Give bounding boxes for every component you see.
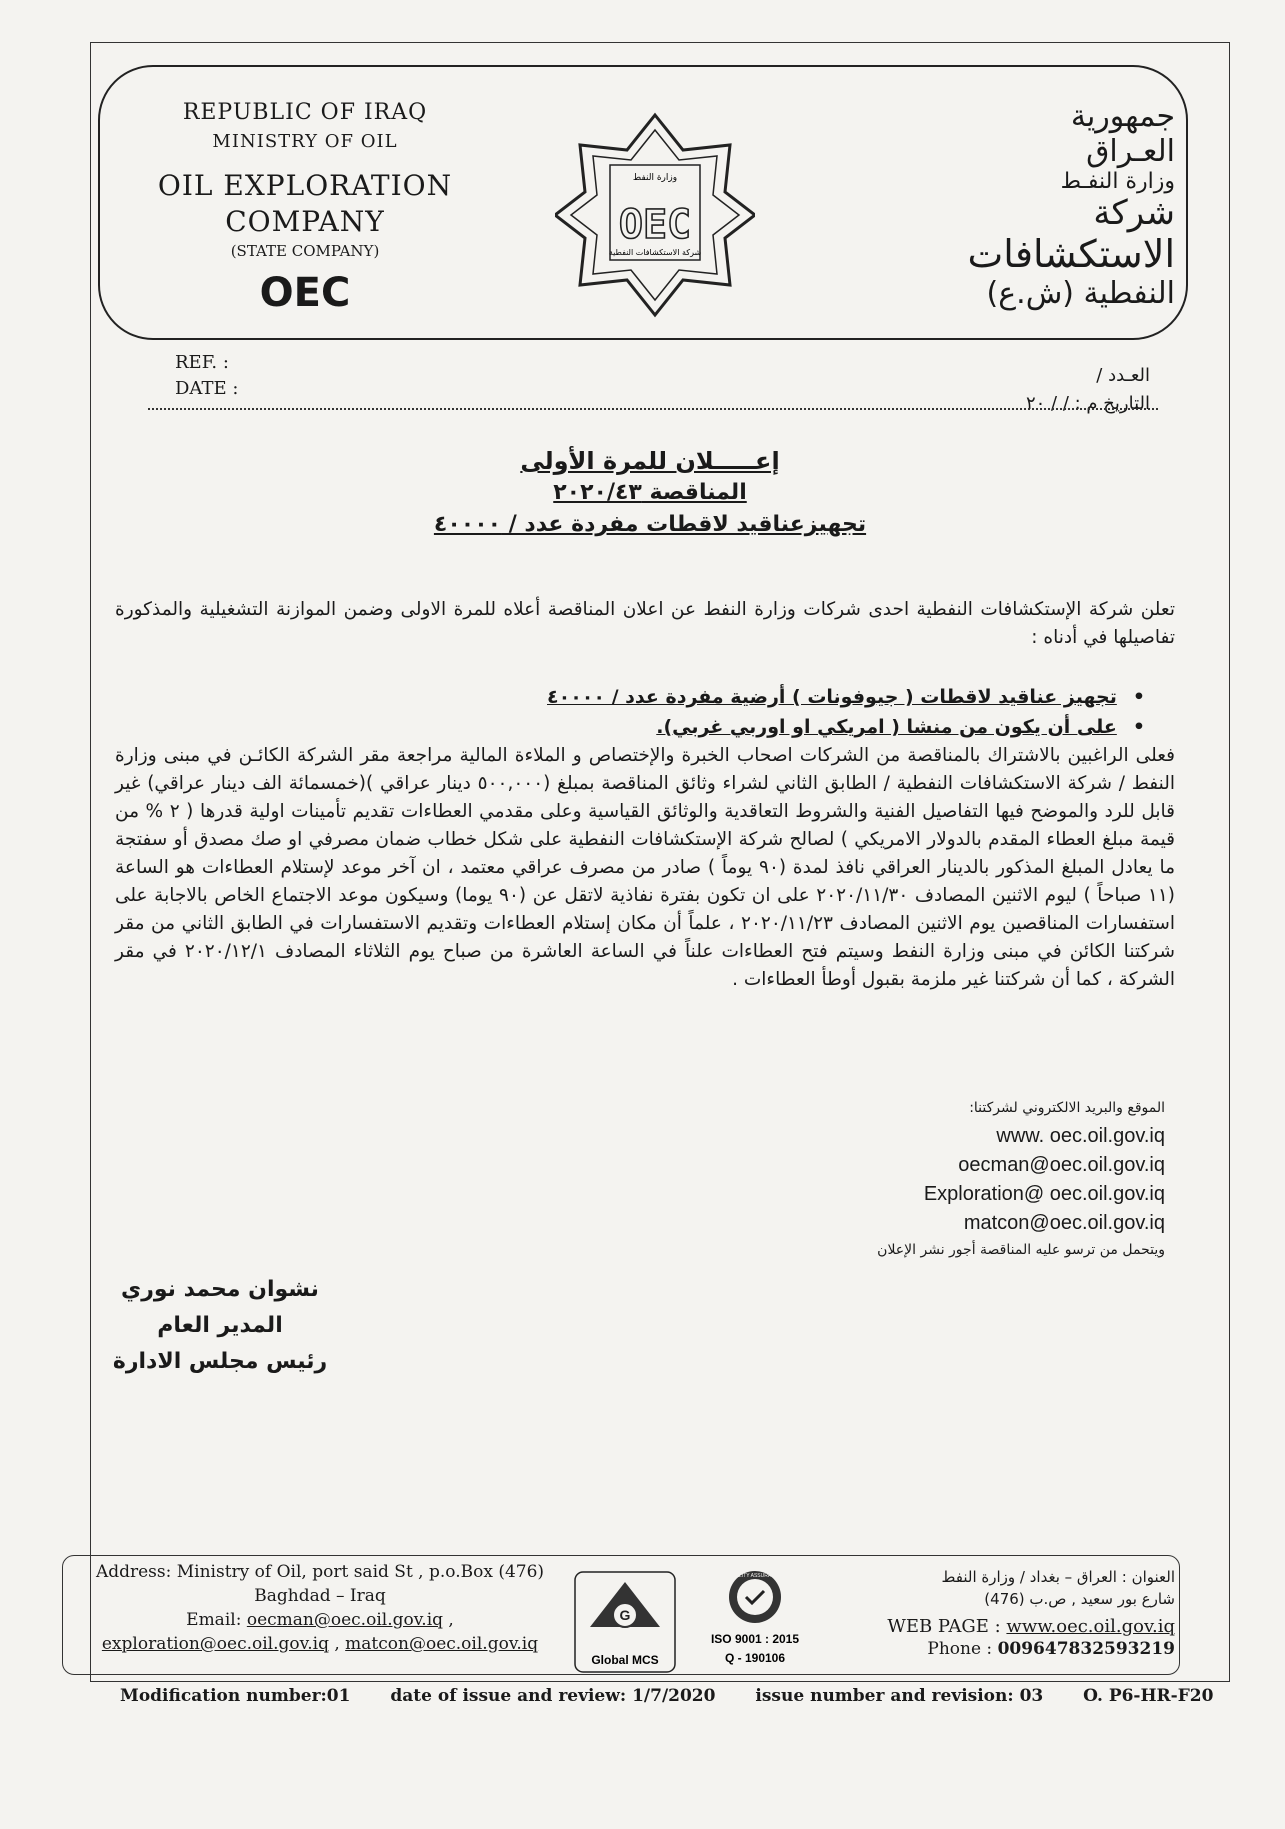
letterhead-english	[130, 100, 480, 316]
certification-logos	[570, 1567, 840, 1677]
modification-line	[120, 1686, 1214, 1706]
footer-email-exploration[interactable]: exploration@oec.oil.gov.iq	[101, 1634, 329, 1654]
svg-text:Global MCS: Global MCS	[591, 1653, 659, 1667]
svg-text:QUALITY ASSURANCE: QUALITY ASSURANCE	[728, 1573, 782, 1579]
footer-address: Address: Ministry of Oil, port said St , p.o.Box (476)	[95, 1562, 545, 1582]
list-item: • تجهيز عناقيد لاقطات ( جيوفونات ) أرضية مفردة عدد / ٤٠٠٠٠	[245, 682, 1145, 712]
email-matcon[interactable]: matcon@oec.oil.gov.iq	[963, 1212, 1165, 1234]
form-code: O. P6-HR-F20	[1083, 1686, 1214, 1706]
svg-text:Q - 190106: Q - 190106	[724, 1651, 786, 1665]
announcement-cost-note: ويتحمل من ترسو عليه المناقصة أجور نشر الإعلان	[877, 1242, 1165, 1258]
signatory-name: نشوان محمد نوري	[121, 1277, 319, 1302]
state-company-label: (STATE COMPANY)	[230, 242, 380, 260]
title-line-2: المناقصة ٢٠٢٠/٤٣	[553, 480, 747, 505]
phone-label: Phone :	[927, 1639, 993, 1659]
email-oecman[interactable]: oecman@oec.oil.gov.iq	[958, 1154, 1165, 1176]
web-page-link[interactable]: www.oec.oil.gov.iq	[1006, 1616, 1175, 1637]
footer-english: Address: Ministry of Oil, port said St , p.o.Box (476) Baghdad – Iraq Email: oecman@oec.oil.gov.iq , exploration@oec.oil.gov.iq , matcon@oec.oil.gov.iq	[70, 1560, 570, 1656]
svg-text:وزارة النفط: وزارة النفط	[632, 173, 678, 183]
footer-email-label: Email:	[186, 1610, 242, 1630]
terms-paragraph: فعلى الراغبين بالاشتراك بالمناقصة من الشركات اصحاب الخبرة والإختصاص و الملاءة المالية مراجعة مقر الشركة الكائـن في مبنى وزارة النفط / شركة الاستكشافات النفطية / الطابق الثاني لشراء وثائق المناقصة بمبلغ (٥٠٠,٠٠٠ دينار عراقي )(خمسمائة الف دينار عراقي) غير قابل للرد والموضح فيها التفاصيل الفنية والشروط التعاقدية والوثائق القياسية وعلى مقدمي العطاءات تقديم تأمينات اولية قدرها ( ٢ % من قيمة مبلغ العطاء المقدم بالدولار الامريكي ) لصالح شركة الإستكشافات النفطية على شكل خطاب ضمان مصرفي او صك مصدق أو سفتجة ما يعادل المبلغ المذكور بالدينار العراقي نافذ لمدة (٩٠ يوماً ) صادر من مصرف عراقي معتمد ، ان آخر موعد لإستلام العطاءات هو الساعة (١١ صباحاً ) ليوم الاثنين المصادف ٢٠٢٠/١١/٣٠ على ان تكون بفترة نفاذية لاتقل عن (٩٠ يوما) وسيكون موعد الاجتماع الخاص بالاجابة على استفسارات المناقصين يوم الاثنين المصادف ٢٠٢٠/١١/٢٣ ، علماً أن مكان إستلام العطاءات وتقديم الاستفسارات في الطابق الثاني من مقر شركتنا الكائن في مبنى وزارة النفط وسيتم فتح العطاءات علناً في الساعة العاشرة من صباح يوم الثلاثاء المصادف ٢٠٢٠/١٢/١ في مقر الشركة ، كما أن شركتنا غير ملزمة بقبول أوطأ العطاءات .	[115, 745, 1176, 990]
svg-text:G: G	[619, 1607, 631, 1623]
svg-text:ISO 9001 : 2015: ISO 9001 : 2015	[710, 1632, 800, 1646]
ar-exploration: الاستكشافات	[967, 232, 1175, 277]
oec-abbr: OEC	[259, 270, 351, 316]
ar-ref-label: العـدد /	[1096, 365, 1150, 386]
ar-company: شركة	[1093, 193, 1175, 234]
ar-iraq: العـراق	[1086, 133, 1175, 169]
contacts-block	[877, 1100, 1165, 1258]
issue-date: date of issue and review: 1/7/2020	[390, 1686, 716, 1706]
footer-email-oecman[interactable]: oecman@oec.oil.gov.iq	[246, 1610, 444, 1630]
title-line-3: تجهيزعناقيد لاقطات مفردة عدد / ٤٠٠٠٠	[433, 512, 867, 537]
oec-star-logo-icon	[555, 110, 755, 320]
intro-paragraph: تعلن شركة الإستكشافات النفطية احدى شركات وزارة النفط عن اعلان المناقصة أعلاه للمرة الاولى وضمن الموازنة التشغيلية والمذكورة تفاصيلها في أدناه :	[115, 599, 1175, 648]
email-exploration[interactable]: Exploration@ oec.oil.gov.iq	[923, 1183, 1165, 1205]
modification-number: Modification number:01	[120, 1686, 351, 1706]
signatory-title: المدير العام	[157, 1313, 283, 1338]
phone-number: 009647832593219	[997, 1639, 1175, 1659]
signature-block	[110, 1272, 330, 1380]
svg-text:OEC: OEC	[618, 202, 692, 248]
contacts-label: الموقع والبريد الالكتروني لشركتنا:	[969, 1100, 1165, 1116]
svg-text:شركة الاستكشافات النفطية: شركة الاستكشافات النفطية	[608, 248, 702, 257]
ref-label: REF. :	[175, 352, 229, 373]
ar-ministry: وزارة النفـط	[1060, 169, 1175, 194]
tender-items-list	[245, 682, 1145, 742]
title-line-1: إعـــــلان للمرة الأولى	[520, 447, 780, 475]
header-divider	[148, 408, 1158, 410]
footer-email-matcon[interactable]: matcon@oec.oil.gov.iq	[345, 1634, 539, 1654]
revision-number: issue number and revision: 03	[755, 1686, 1044, 1706]
website-link[interactable]: www. oec.oil.gov.iq	[996, 1125, 1165, 1147]
ar-date-label: التاريخ م : / / ٢٠	[1025, 393, 1150, 414]
ref-date-english	[175, 350, 238, 402]
web-page-label: WEB PAGE :	[887, 1616, 1001, 1637]
announcement-title	[300, 445, 1000, 541]
date-label: DATE :	[175, 378, 239, 399]
ar-republic: جمهورية	[1070, 99, 1175, 134]
list-item: • على أن يكون من منشا ( امريكي او اوربي غربي).	[245, 712, 1145, 742]
republic-label: REPUBLIC OF IRAQ	[182, 100, 428, 125]
letterhead-arabic	[915, 100, 1175, 312]
oec-logo	[555, 110, 755, 320]
certification-badges	[570, 1567, 840, 1677]
company-name: OIL EXPLORATION COMPANY	[157, 169, 453, 238]
footer-ar-address: العنوان : العراق – بغداد / وزارة النفط	[941, 1568, 1175, 1586]
footer-arabic	[855, 1566, 1175, 1660]
ministry-label: MINISTRY OF OIL	[212, 131, 398, 152]
footer-ar-street: شارع بور سعيد , ص.ب (476)	[984, 1590, 1175, 1608]
signatory-board: رئيس مجلس الادارة	[112, 1349, 328, 1374]
footer-city: Baghdad – Iraq	[254, 1586, 386, 1606]
ar-oil-state: النفطية (ش.ع)	[986, 276, 1175, 312]
